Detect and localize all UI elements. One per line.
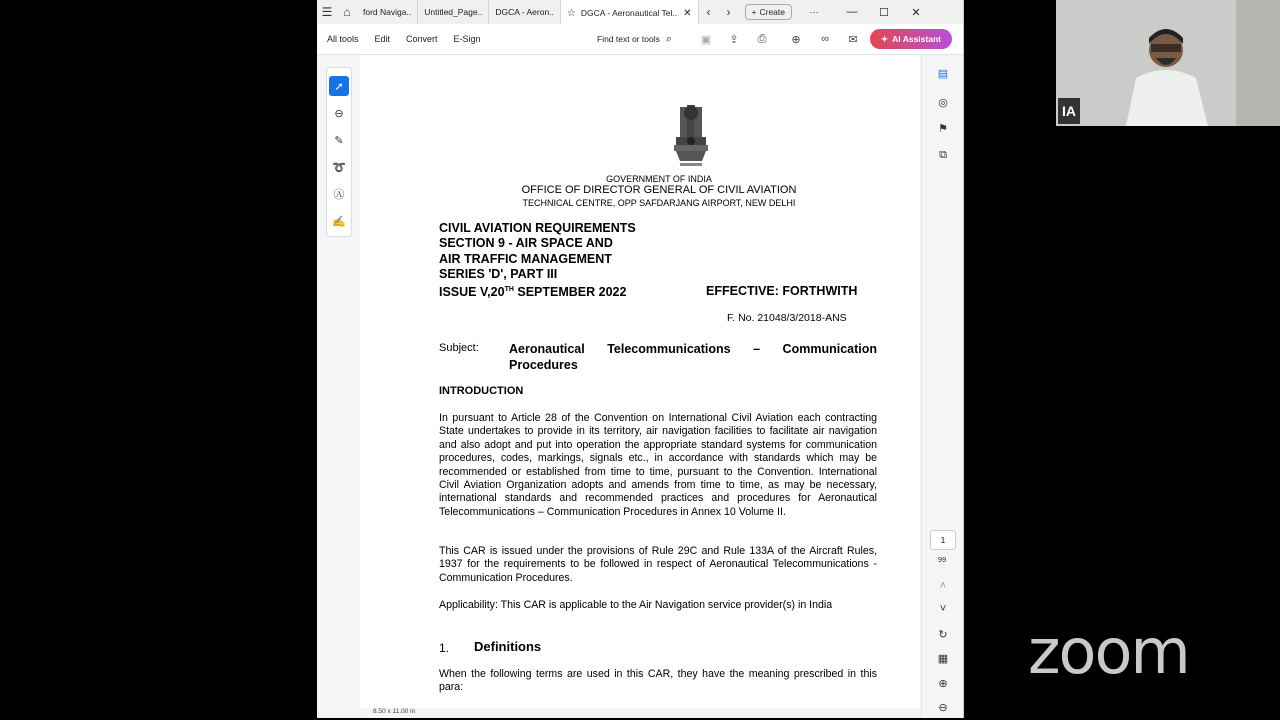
close-icon[interactable]: ✕ [683,7,692,19]
file-number: F. No. 21048/3/2018-ANS [727,312,847,324]
menu-esign[interactable]: E-Sign [453,34,481,44]
gov-heading: GOVERNMENT OF INDIA [606,174,712,184]
tab-label: Untitled_Page.. [424,7,483,17]
pages-icon[interactable]: ⧉ [939,148,947,161]
office-heading: OFFICE OF DIRECTOR GENERAL OF CIVIL AVIATION [521,184,797,196]
print-icon[interactable]: ⎙ [757,32,767,45]
subject-label: Subject: [439,342,479,354]
participant-initials: IA [1058,98,1080,124]
subject-text: Aeronautical Telecommunications – Communication Procedures [509,342,877,372]
more-label: ··· [809,7,819,17]
issue-sup: TH [504,286,514,294]
current-page: 1 [940,535,946,545]
document-page[interactable] [360,55,920,718]
plus-icon: + [751,7,757,17]
window-close-icon[interactable]: ✕ [911,6,921,19]
right-pane [921,55,964,718]
menu-edit[interactable]: Edit [374,34,391,44]
tool-rail [326,67,352,237]
sign-icon[interactable]: ✍ [332,215,346,228]
zoom-in-icon[interactable]: ⊕ [938,677,948,690]
tools-bar [317,24,963,55]
car-line-2: SECTION 9 - AIR SPACE AND [439,236,613,251]
zoom-icon[interactable]: ⊖ [334,107,344,120]
find-tools-input[interactable] [597,24,672,54]
page-number-input[interactable] [930,530,956,550]
doc-icon[interactable]: ▦ [937,652,949,665]
tab-label: ford Naviga.. [363,7,412,17]
panel-icon[interactable]: ▤ [937,67,949,80]
acrobat-window [317,0,964,718]
menu-convert[interactable]: Convert [406,34,438,44]
maximize-icon[interactable]: ☐ [879,6,889,19]
issue-prefix: ISSUE V,20 [439,285,505,300]
create-button[interactable] [745,4,792,20]
status-bar [360,708,920,718]
ai-label: AI Assistant [892,34,941,44]
national-emblem-icon [666,103,716,173]
participant-video [1056,0,1280,126]
minimize-icon[interactable]: — [846,6,858,18]
lasso-icon[interactable]: ➰ [332,161,346,174]
participant-avatar-icon [1056,0,1280,126]
definitions-heading: Definitions [474,639,542,654]
menu-icon[interactable]: ☰ [321,5,333,19]
zoom-logo: zoom [1028,615,1189,688]
refresh-icon[interactable]: ↻ [938,628,948,641]
applicability-paragraph: Applicability: This CAR is applicable to the Air Navigation service provider(s) in India [439,599,833,611]
chevron-up-icon[interactable]: ˄ [939,580,947,592]
text-recognize-icon[interactable]: Ⓐ [333,189,345,201]
mail-icon[interactable]: ✉ [848,33,858,46]
comment-icon[interactable]: ⊕ [791,33,801,46]
issue-suffix: SEPTEMBER 2022 [513,285,627,300]
page-total: 99 [937,555,947,564]
definitions-paragraph: When the following terms are used in this CAR, they have the meaning prescribed in this para: [439,668,877,694]
tab-4-active[interactable] [561,0,699,25]
chevron-left-icon[interactable]: ‹ [706,5,711,19]
effective-label: EFFECTIVE: FORTHWITH [706,284,858,298]
section-number: 1. [439,641,450,655]
star-icon[interactable]: ☆ [566,7,576,19]
tab-label: DGCA - Aeronautical Tel.. [580,8,678,18]
left-pane [317,55,360,718]
find-label: Find text or tools [597,34,660,44]
link-icon[interactable]: ∞ [821,33,829,45]
zoom-out-icon[interactable]: ⊖ [938,701,948,714]
intro-heading: INTRODUCTION [439,385,524,397]
tab-label: DGCA - Aeron.. [495,7,554,17]
upload-icon[interactable]: ⇪ [729,33,739,46]
create-label: Create [759,7,785,17]
issued-paragraph: This CAR is issued under the provisions of Rule 29C and Rule 133A of the Aircraft Rules, 1937 for the requirements to be followed in respect of Aeronautical Telecommunications - Communication Procedures. [439,545,877,584]
car-line-4: SERIES 'D', PART III [439,266,558,281]
chevron-right-icon[interactable]: › [726,5,731,19]
ai-assistant-button[interactable] [870,29,952,49]
tab-1[interactable] [357,0,418,24]
chevron-down-icon[interactable]: ˅ [939,603,947,615]
more-menu-button[interactable] [792,7,836,17]
centre-heading: TECHNICAL CENTRE, OPP SAFDARJANG AIRPORT, NEW DELHI [522,198,796,208]
title-bar [317,0,963,24]
comments-panel-icon[interactable]: ◎ [938,96,948,109]
page-size-label: 8.50 x 11.00 in [373,708,416,715]
menu-all-tools[interactable]: All tools [327,34,359,44]
ai-icon: ✦ [881,33,889,44]
save-icon[interactable]: ▣ [700,33,712,46]
search-icon: ⌕ [665,32,673,45]
home-icon[interactable]: ⌂ [343,5,351,19]
car-line-3: AIR TRAFFIC MANAGEMENT [439,251,612,266]
intro-paragraph: In pursuant to Article 28 of the Convention on International Civil Aviation each contracting State undertakes to provide in its territory, air navigation facilities to facilitate air navigation and also adopt and put into operation the appropriate standard systems for communication procedures, codes, markings, signals etc., in accordance with standards which may be recommended or established from time to time, pursuant to the Convention. International Civil Aviation Organization adopts and amends from time to time, as may be necessary, international standards and recommended practices and procedures for Aeronautical Telecommunications – Communication Procedures in Annex 10 Volume II. [439,412,877,518]
tab-3[interactable] [489,0,561,24]
tab-2[interactable] [418,0,489,24]
car-line-1: CIVIL AVIATION REQUIREMENTS [439,221,636,235]
issue-line [439,282,636,300]
bookmark-icon[interactable]: ⚑ [938,122,948,135]
pen-icon[interactable]: ✎ [334,134,344,147]
car-title [439,221,636,301]
select-icon[interactable]: ➚ [329,76,349,96]
